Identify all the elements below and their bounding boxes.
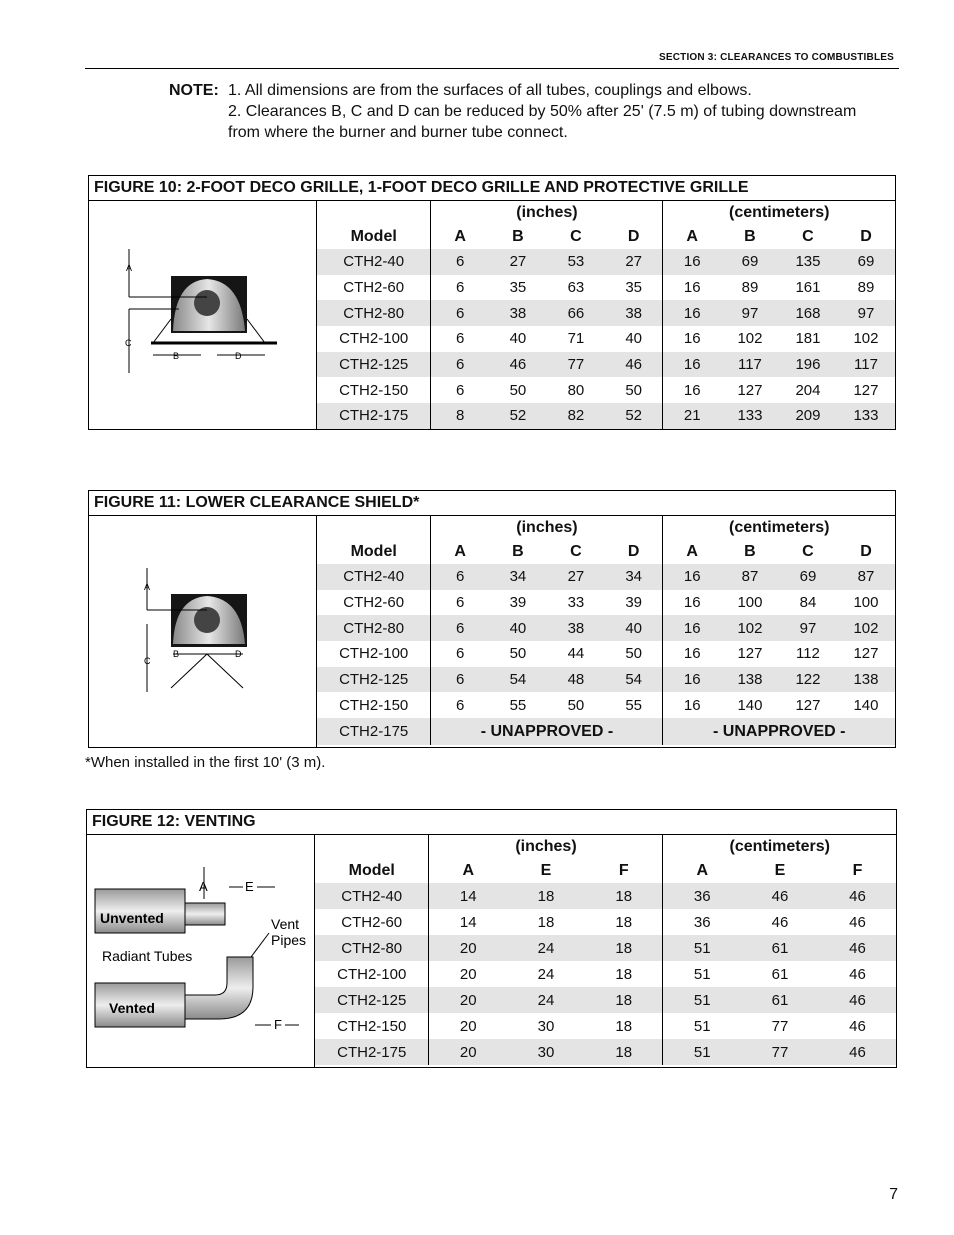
value-cell: 46 — [741, 883, 819, 909]
unvented-label: Unvented — [100, 910, 164, 926]
value-cell: 97 — [837, 300, 895, 326]
vent-pipes-label-line2: Pipes — [271, 932, 307, 948]
shield-right — [207, 654, 243, 688]
value-cell: 51 — [663, 935, 741, 961]
column-header: A — [462, 862, 475, 879]
value-cell: 6 — [431, 564, 489, 590]
cm-group-header: (centimeters) — [728, 519, 830, 536]
value-cell: 35 — [509, 279, 527, 297]
value-cell: 6 — [431, 667, 489, 693]
note-line-2: 2. Clearances B, C and D can be reduced by 50% after 25' (7.5 m) of tubing downstream — [228, 103, 857, 120]
value-cell: 24 — [507, 935, 585, 961]
table-row — [317, 352, 895, 378]
tube — [194, 607, 220, 633]
value-cell: 16 — [663, 667, 721, 693]
column-header: B — [744, 543, 756, 560]
column-header: A — [686, 228, 698, 245]
value-cell: 6 — [431, 300, 489, 326]
value-cell: 140 — [737, 696, 763, 714]
inches-group-header: (inches) — [429, 835, 663, 859]
column-header: C — [802, 543, 814, 560]
column-header: A — [696, 862, 709, 879]
column-header: A — [454, 228, 466, 245]
value-cell: 33 — [567, 594, 585, 612]
inches-group-header: (inches) — [431, 516, 663, 540]
value-cell: 80 — [567, 381, 585, 399]
table-row — [315, 987, 896, 1013]
value-cell: 46 — [489, 352, 547, 378]
value-cell: 133 — [721, 403, 779, 429]
value-cell: 102 — [837, 615, 895, 641]
header-rule — [85, 68, 899, 69]
value-cell: 16 — [683, 330, 701, 348]
value-cell: 51 — [693, 965, 711, 983]
value-cell: 16 — [663, 352, 721, 378]
value-cell: 30 — [537, 1017, 555, 1035]
value-cell: 63 — [567, 279, 585, 297]
model-cell: CTH2-80 — [317, 615, 431, 641]
table-row-unapproved — [317, 718, 895, 745]
model-cell: CTH2-150 — [315, 1013, 429, 1039]
table-row — [317, 275, 895, 301]
table-row — [317, 692, 895, 718]
value-cell: 46 — [819, 883, 896, 909]
figure-11-title: FIGURE 11: LOWER CLEARANCE SHIELD* — [89, 491, 895, 516]
value-cell: 40 — [605, 615, 663, 641]
model-cell: CTH2-40 — [315, 883, 429, 909]
value-cell: 55 — [605, 692, 663, 718]
page-number: 7 — [889, 1186, 898, 1203]
value-cell: 30 — [507, 1039, 585, 1065]
value-cell: 46 — [849, 1017, 866, 1035]
table-row — [315, 961, 896, 987]
value-cell: 18 — [585, 909, 663, 935]
value-cell: 122 — [779, 667, 837, 693]
value-cell: 8 — [431, 403, 489, 429]
value-cell: 18 — [585, 1039, 663, 1065]
value-cell: 27 — [489, 249, 547, 275]
value-cell: 87 — [721, 564, 779, 590]
model-cell: CTH2-100 — [317, 326, 431, 352]
model-cell: CTH2-80 — [317, 300, 431, 326]
dim-b-label: B — [173, 649, 180, 659]
note-line-3: from where the burner and burner tube connect. — [228, 124, 568, 141]
value-cell: 89 — [741, 279, 759, 297]
vent-pipes-label-line1: Vent — [271, 916, 300, 932]
value-cell: 54 — [489, 667, 547, 693]
value-cell: 50 — [509, 645, 527, 663]
column-header: A — [686, 543, 698, 560]
table-row — [315, 1013, 896, 1039]
table-row — [317, 403, 895, 429]
figure-12-table — [315, 835, 896, 1065]
model-cell: CTH2-175 — [315, 1039, 429, 1065]
column-header: B — [512, 228, 524, 245]
value-cell: 35 — [605, 275, 663, 301]
value-cell: 204 — [795, 381, 821, 399]
dim-e-label: E — [245, 879, 254, 894]
table-row — [317, 326, 895, 352]
value-cell: 77 — [547, 352, 605, 378]
column-header: B — [744, 228, 756, 245]
value-cell: 196 — [779, 352, 837, 378]
value-cell: 102 — [737, 330, 763, 348]
model-cell: CTH2-60 — [317, 275, 431, 301]
table-row — [315, 935, 896, 961]
value-cell: 100 — [737, 594, 763, 612]
unvented-vent-pipe — [185, 903, 225, 925]
column-header: D — [605, 540, 663, 564]
column-header: C — [802, 228, 814, 245]
value-cell: 16 — [683, 696, 701, 714]
value-cell: 18 — [537, 913, 555, 931]
value-cell: 16 — [683, 279, 701, 297]
value-cell: 6 — [456, 279, 465, 297]
model-cell: CTH2-150 — [317, 692, 431, 718]
value-cell: 66 — [547, 300, 605, 326]
value-cell: 38 — [489, 300, 547, 326]
value-cell: 16 — [663, 300, 721, 326]
value-cell: 51 — [663, 1039, 741, 1065]
shield-left — [171, 654, 207, 688]
column-header: D — [605, 225, 663, 249]
figure-11-table — [317, 516, 895, 745]
value-cell: 133 — [837, 403, 895, 429]
value-cell: 46 — [605, 352, 663, 378]
value-cell: 61 — [771, 965, 789, 983]
value-cell: 18 — [585, 987, 663, 1013]
value-cell: 46 — [819, 1039, 896, 1065]
value-cell: 20 — [429, 1039, 507, 1065]
value-cell: 46 — [819, 987, 896, 1013]
note-label: NOTE: — [169, 82, 219, 99]
column-header: Model — [315, 859, 429, 883]
value-cell: 46 — [819, 935, 896, 961]
value-cell: 138 — [837, 667, 895, 693]
table-row — [317, 590, 895, 616]
value-cell: 6 — [456, 594, 465, 612]
value-cell: 138 — [721, 667, 779, 693]
value-cell: 16 — [683, 594, 701, 612]
column-header: C — [570, 228, 582, 245]
dim-a-label: A — [126, 263, 133, 273]
value-cell: 50 — [567, 696, 585, 714]
value-cell: 38 — [605, 300, 663, 326]
figure-12-title: FIGURE 12: VENTING — [87, 810, 896, 835]
value-cell: 39 — [605, 590, 663, 616]
value-cell: 87 — [837, 564, 895, 590]
value-cell: 44 — [567, 645, 585, 663]
figure-11-diagram — [89, 516, 317, 747]
cm-group-header: (centimeters) — [729, 838, 830, 855]
value-cell: 18 — [585, 883, 663, 909]
value-cell: 53 — [547, 249, 605, 275]
value-cell: 16 — [683, 645, 701, 663]
value-cell: 27 — [605, 249, 663, 275]
value-cell: 51 — [663, 987, 741, 1013]
table-row — [317, 615, 895, 641]
dim-b-label: B — [173, 351, 180, 361]
value-cell: 34 — [489, 564, 547, 590]
value-cell: 52 — [489, 403, 547, 429]
model-cell: CTH2-100 — [315, 961, 429, 987]
column-header: F — [585, 859, 663, 883]
model-cell: CTH2-175 — [317, 718, 431, 745]
value-cell: 61 — [741, 935, 819, 961]
model-cell: CTH2-80 — [315, 935, 429, 961]
model-cell: CTH2-40 — [317, 564, 431, 590]
value-cell: 24 — [507, 987, 585, 1013]
table-row — [315, 1039, 896, 1065]
value-cell: 127 — [737, 645, 763, 663]
figure-10-title: FIGURE 10: 2-FOOT DECO GRILLE, 1-FOOT DECO GRILLE AND PROTECTIVE GRILLE — [89, 176, 895, 201]
dim-d-label: D — [235, 351, 242, 361]
column-header: E — [540, 862, 552, 879]
model-cell: CTH2-175 — [317, 403, 431, 429]
value-cell: 14 — [429, 883, 507, 909]
tube — [194, 290, 220, 316]
table-row — [317, 249, 895, 275]
value-cell: 6 — [431, 615, 489, 641]
value-cell: 77 — [771, 1017, 789, 1035]
value-cell: 84 — [799, 594, 817, 612]
radiant-tubes-label: Radiant Tubes — [102, 948, 193, 964]
value-cell: 16 — [683, 381, 701, 399]
value-cell: 54 — [605, 667, 663, 693]
column-header: D — [860, 543, 872, 560]
value-cell: 127 — [853, 381, 879, 399]
value-cell: 161 — [795, 279, 821, 297]
column-header: E — [774, 862, 786, 879]
value-cell: 6 — [456, 330, 465, 348]
figure-12-diagram — [87, 835, 315, 1067]
value-cell: 20 — [429, 987, 507, 1013]
value-cell: 82 — [547, 403, 605, 429]
value-cell: 50 — [605, 377, 663, 403]
table-row — [317, 667, 895, 693]
value-cell: 6 — [456, 645, 465, 663]
dim-a-label: A — [199, 879, 208, 894]
value-cell: 40 — [509, 330, 527, 348]
value-cell: 18 — [507, 883, 585, 909]
value-cell: 46 — [849, 913, 866, 931]
vented-label: Vented — [109, 1000, 155, 1016]
figure-11 — [88, 490, 896, 748]
table-row — [317, 300, 895, 326]
table-row — [315, 883, 896, 909]
value-cell: 127 — [853, 645, 879, 663]
value-cell: 127 — [737, 381, 763, 399]
value-cell: 69 — [721, 249, 779, 275]
note-line-1: 1. All dimensions are from the surfaces of all tubes, couplings and elbows. — [228, 82, 752, 99]
table-row — [317, 377, 895, 403]
value-cell: 77 — [741, 1039, 819, 1065]
value-cell: 16 — [663, 249, 721, 275]
value-cell: 117 — [837, 352, 895, 378]
value-cell: 50 — [605, 641, 663, 667]
value-cell: 6 — [456, 696, 465, 714]
figure-12 — [86, 809, 897, 1068]
column-header: A — [454, 543, 466, 560]
model-cell: CTH2-125 — [317, 667, 431, 693]
value-cell: 6 — [431, 352, 489, 378]
value-cell: 40 — [489, 615, 547, 641]
value-cell: 100 — [853, 594, 879, 612]
value-cell: 102 — [853, 330, 879, 348]
value-cell: 24 — [537, 965, 555, 983]
value-cell: 18 — [585, 961, 663, 987]
value-cell: 34 — [605, 564, 663, 590]
value-cell: 20 — [459, 1017, 477, 1035]
column-header: Model — [317, 540, 431, 564]
model-cell: CTH2-40 — [317, 249, 431, 275]
vented-elbow-pipe — [185, 957, 253, 1019]
cm-group-header: (centimeters) — [728, 204, 830, 221]
value-cell: 16 — [663, 615, 721, 641]
figure-10-diagram — [89, 201, 317, 429]
section-header: SECTION 3: CLEARANCES TO COMBUSTIBLES — [658, 52, 894, 63]
inches-group-header: (inches) — [431, 201, 663, 225]
footnote: *When installed in the first 10' (3 m). — [85, 754, 326, 771]
value-cell: 140 — [853, 696, 879, 714]
column-header: B — [512, 543, 524, 560]
value-cell: 38 — [547, 615, 605, 641]
value-cell: 127 — [795, 696, 821, 714]
value-cell: 69 — [779, 564, 837, 590]
model-cell: CTH2-150 — [317, 377, 431, 403]
value-cell: 71 — [567, 330, 585, 348]
value-cell: 14 — [459, 913, 477, 931]
value-cell: 36 — [693, 913, 711, 931]
value-cell: 89 — [857, 279, 875, 297]
table-row — [317, 641, 895, 667]
value-cell: 55 — [509, 696, 527, 714]
value-cell: 27 — [547, 564, 605, 590]
value-cell: 69 — [837, 249, 895, 275]
value-cell: 50 — [509, 381, 527, 399]
value-cell: 51 — [693, 1017, 711, 1035]
value-cell: 117 — [721, 352, 779, 378]
value-cell: 209 — [779, 403, 837, 429]
value-cell: 20 — [459, 965, 477, 983]
value-cell: 46 — [771, 913, 789, 931]
value-cell: 36 — [663, 883, 741, 909]
value-cell: 97 — [721, 300, 779, 326]
figure-10 — [88, 175, 896, 430]
value-cell: 20 — [429, 935, 507, 961]
value-cell: 48 — [547, 667, 605, 693]
value-cell: 61 — [741, 987, 819, 1013]
dim-c-label: C — [144, 656, 151, 666]
value-cell: 102 — [721, 615, 779, 641]
value-cell: 135 — [779, 249, 837, 275]
model-cell: CTH2-100 — [317, 641, 431, 667]
value-cell: 112 — [795, 645, 820, 663]
note-block — [169, 80, 899, 143]
dim-a-label: A — [144, 582, 151, 592]
value-cell: 168 — [779, 300, 837, 326]
dim-f-label: F — [274, 1017, 282, 1032]
table-row — [315, 909, 896, 935]
value-cell: 181 — [795, 330, 821, 348]
dim-d-label: D — [235, 649, 242, 659]
dim-c-label: C — [125, 338, 132, 348]
model-cell: CTH2-60 — [317, 590, 431, 616]
value-cell: 39 — [509, 594, 527, 612]
value-cell: 21 — [663, 403, 721, 429]
column-header: D — [860, 228, 872, 245]
figure-10-table — [317, 201, 895, 429]
value-cell: 6 — [431, 249, 489, 275]
model-cell: CTH2-60 — [315, 909, 429, 935]
column-header: C — [570, 543, 582, 560]
column-header: F — [852, 862, 863, 879]
value-cell: 46 — [849, 965, 866, 983]
value-cell: 97 — [779, 615, 837, 641]
column-header: Model — [317, 225, 431, 249]
table-row — [317, 564, 895, 590]
unapproved-cm: - UNAPPROVED - — [663, 718, 895, 745]
value-cell: 16 — [663, 564, 721, 590]
value-cell: 18 — [585, 1013, 663, 1039]
model-cell: CTH2-125 — [315, 987, 429, 1013]
unapproved-inches: - UNAPPROVED - — [431, 718, 663, 745]
value-cell: 52 — [605, 403, 663, 429]
value-cell: 6 — [456, 381, 465, 399]
model-cell: CTH2-125 — [317, 352, 431, 378]
value-cell: 18 — [585, 935, 663, 961]
value-cell: 40 — [605, 326, 663, 352]
